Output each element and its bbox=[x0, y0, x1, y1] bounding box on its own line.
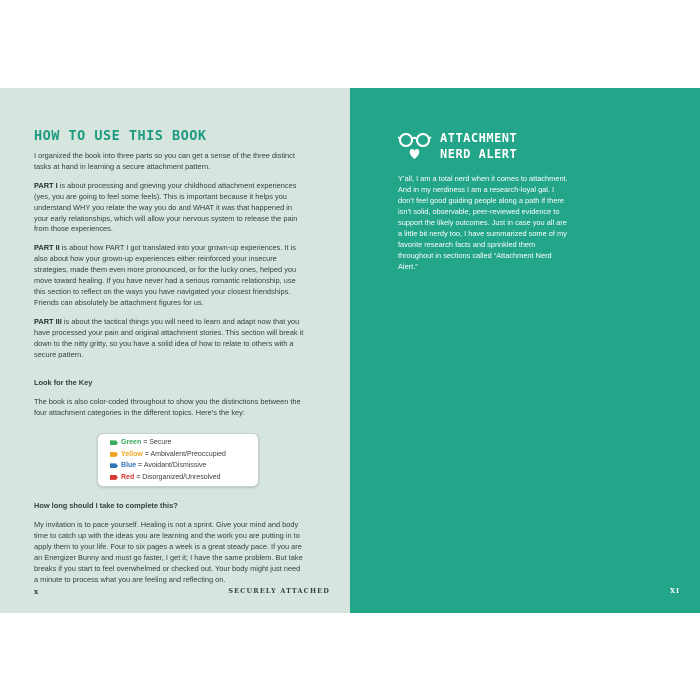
nerd-alert-title bbox=[440, 130, 517, 162]
intro-paragraph: I organized the book into three parts so you can get a sense of the three distinct tasks at hand in learning a secure attachment pattern. bbox=[34, 151, 295, 171]
nerd-alert-title-line-1: ATTACHMENT bbox=[440, 131, 518, 145]
left-page bbox=[0, 88, 350, 613]
key-color-name: Blue bbox=[121, 462, 137, 470]
part-1-text: is about processing and grieving your childhood attachment experiences (yes, you are going to feel some feels). This is important because it helps you understand WHY you relate the way you do and WHAT it was that happened in your early relationships, which will allow your nervous system to release the pain from those experiences. bbox=[34, 180, 298, 234]
section-title: HOW TO USE THIS BOOK bbox=[34, 128, 207, 144]
key-row-blue bbox=[98, 460, 258, 472]
part-3-text: is about the tactical things you will need to learn and adapt now that you have processed your pain and original attachment stories. This section will break it down to the nitty gritty, so you have a solid idea of how to relate to others with a secure pattern. bbox=[34, 316, 304, 359]
key-intro: The book is also color-coded throughout to show you the distinctions between the four attachment categories in the different topics. Here’s the key: bbox=[34, 397, 301, 418]
green-tag-icon bbox=[110, 440, 118, 445]
key-meaning: = Disorganized/Unresolved bbox=[136, 473, 221, 481]
nerd-alert-title-line-2: NERD ALERT bbox=[440, 147, 518, 161]
red-tag-icon bbox=[110, 475, 118, 480]
book-spread bbox=[0, 88, 700, 613]
key-meaning: = Secure bbox=[143, 439, 172, 447]
nerd-glasses-heart-icon bbox=[398, 132, 434, 162]
key-color-name: Yellow bbox=[121, 450, 143, 458]
blue-tag-icon bbox=[110, 463, 118, 468]
part-3-label: PART III bbox=[34, 316, 62, 326]
part-1-label: PART I bbox=[34, 180, 58, 190]
key-row-red bbox=[98, 472, 258, 484]
key-row-yellow bbox=[98, 449, 258, 461]
part-1-paragraph bbox=[34, 181, 304, 236]
running-head: SECURELY ATTACHED bbox=[228, 587, 330, 595]
key-meaning: = Avoidant/Dismissive bbox=[138, 462, 207, 470]
color-key-box bbox=[97, 433, 259, 487]
part-2-label: PART II bbox=[34, 243, 60, 253]
page-number-right: XI bbox=[670, 587, 681, 595]
part-2-text: is about how PART I got translated into your grown-up experiences. It is also about how your grown-up experiences either reinforced your insecure strategies, made them even more pronounced, or for the lucky ones, helped you move toward healing. If you have never had a serious romantic relationship, use this section to reflect on the ways you have navigated your closest friendships. Friends can absolutely be attachment figures for us. bbox=[34, 243, 297, 307]
right-page bbox=[350, 88, 700, 613]
page-number-left: x bbox=[34, 587, 39, 596]
time-paragraph: My invitation is to pace yourself. Healing is not a sprint. Give your mind and body time to catch up with the ideas you are learning and the work you are putting in to apply them to your life. Four to six pages a week is a great steady pace. If you are an Energizer Bunny and must go faster, I get it; I have the same problem. But take breaks if you start to feel overwhelmed or checked out. Your body might just need a minute to process what you are feeling and reflecting on. bbox=[34, 520, 303, 584]
spacer bbox=[34, 368, 304, 378]
key-color-name: Green bbox=[121, 439, 142, 447]
nerd-alert-body: Y’all, I am a total nerd when it comes to attachment. And in my nerdiness I am a research-loyal gal. I don’t feel good guiding people along a path if there isn’t solid, observable, peer-reviewed evidence to support the likely outcomes. Just in case you all are a little bit nerdy too, I have summarized some of my favorite research facts and sprinkled them throughout in sections called “Attachment Nerd Alert.” bbox=[398, 174, 568, 271]
key-meaning: = Ambivalent/Preoccupied bbox=[144, 450, 226, 458]
yellow-tag-icon bbox=[110, 452, 118, 457]
key-row-green bbox=[98, 437, 258, 449]
time-heading: How long should I take to complete this? bbox=[34, 501, 178, 511]
part-2-paragraph bbox=[34, 243, 304, 308]
key-heading: Look for the Key bbox=[34, 378, 93, 388]
key-color-name: Red bbox=[121, 473, 135, 481]
part-3-paragraph bbox=[34, 317, 304, 361]
left-page-body bbox=[34, 151, 304, 585]
